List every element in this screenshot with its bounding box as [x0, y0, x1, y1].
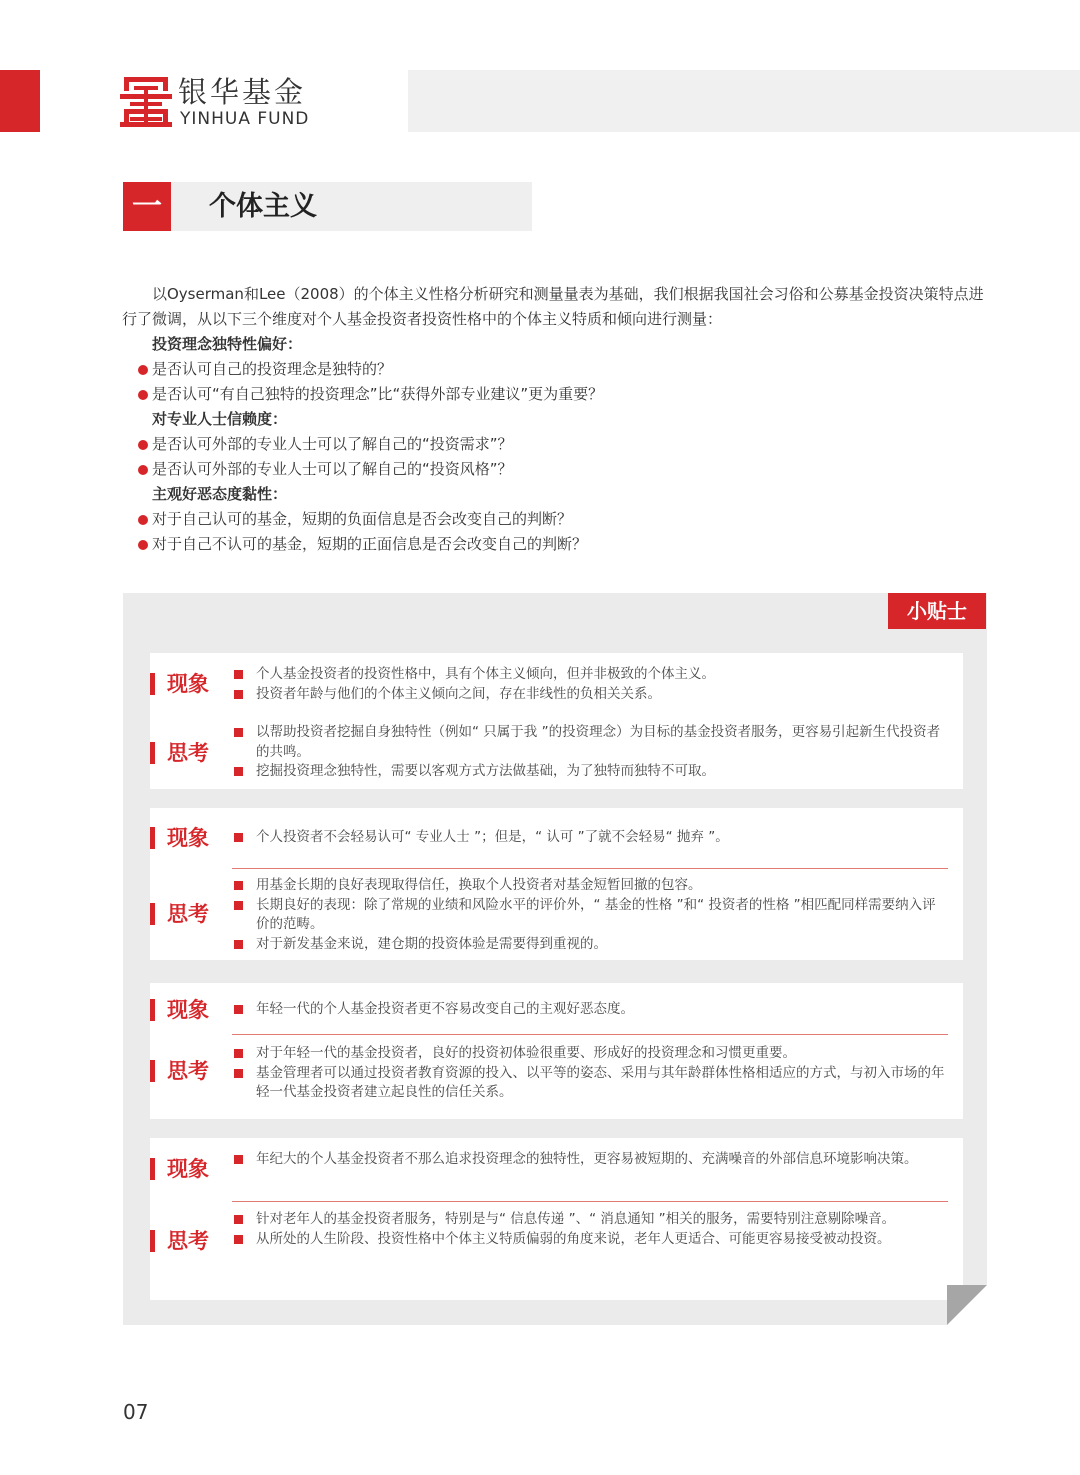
label-marker	[150, 999, 155, 1021]
thinking-label-text: 思考	[167, 1059, 209, 1083]
section-number: 一	[123, 182, 171, 231]
label-marker	[150, 903, 155, 925]
thinking-item: 对于年轻一代的基金投资者，良好的投资初体验很重要、形成好的投资理念和习惯更重要。	[232, 1044, 948, 1064]
tips-panel	[123, 593, 987, 1325]
phenomenon-list	[232, 1150, 948, 1170]
phenomenon-label	[150, 996, 230, 1024]
thinking-label	[150, 739, 230, 767]
phenomenon-row	[150, 983, 963, 1034]
brand-mark-icon	[120, 77, 172, 127]
dimension-bullet: 是否认可“有自己独特的投资理念”比“获得外部专业建议”更为重要？	[122, 382, 992, 407]
phenomenon-row	[150, 653, 963, 711]
phenomenon-list	[232, 828, 948, 848]
label-marker	[150, 742, 155, 764]
thinking-row	[150, 1202, 963, 1300]
label-marker	[150, 1158, 155, 1180]
phenomenon-label	[150, 670, 230, 698]
dimension-bullet: 是否认可外部的专业人士可以了解自己的“投资需求”？	[122, 432, 992, 457]
header-red-bar	[0, 70, 40, 132]
thinking-row	[150, 711, 963, 789]
thinking-list	[232, 876, 948, 954]
brand-name-cn: 银华基金	[178, 75, 307, 109]
phenomenon-item: 年轻一代的个人基金投资者更不容易改变自己的主观好恶态度。	[232, 1000, 948, 1020]
thinking-label-text: 思考	[167, 741, 209, 765]
thinking-item: 长期良好的表现：除了常规的业绩和风险水平的评价外，“ 基金的性格 ”和“ 投资者的性格 ”相匹配同样需要纳入评价的范畴。	[232, 896, 948, 935]
phenomenon-item: 年纪大的个人基金投资者不那么追求投资理念的独特性，更容易被短期的、充满噪音的外部信息环境影响决策。	[232, 1150, 948, 1170]
dimension-bullet: 是否认可外部的专业人士可以了解自己的“投资风格”？	[122, 457, 992, 482]
thinking-label-text: 思考	[167, 902, 209, 926]
thinking-list	[232, 723, 948, 782]
thinking-label-text: 思考	[167, 1229, 209, 1253]
dimension-heading: 对专业人士信赖度：	[152, 410, 288, 428]
thinking-item: 基金管理者可以通过投资者教育资源的投入、以平等的姿态、采用与其年龄群体性格相适应的方式，与初入市场的年轻一代基金投资者建立起良性的信任关系。	[232, 1064, 948, 1103]
page-number: 07	[123, 1400, 149, 1424]
thinking-item: 从所处的人生阶段、投资性格中个体主义特质偏弱的角度来说，老年人更适合、可能更容易接受被动投资。	[232, 1230, 948, 1250]
phenomenon-row	[150, 1138, 963, 1201]
dimension-bullet: 对于自己不认可的基金，短期的正面信息是否会改变自己的判断？	[122, 532, 992, 557]
thinking-row	[150, 869, 963, 960]
section-title: 个体主义	[209, 191, 317, 222]
thinking-label	[150, 1057, 230, 1085]
brand-logo	[120, 75, 340, 131]
thinking-item: 针对老年人的基金投资者服务，特别是与“ 信息传递 ”、“ 消息通知 ”相关的服务，需要特别注意剔除噪音。	[232, 1210, 948, 1230]
phenomenon-label	[150, 824, 230, 852]
thinking-list	[232, 1044, 948, 1103]
phenomenon-label-text: 现象	[167, 826, 209, 850]
phenomenon-item: 投资者年龄与他们的个体主义倾向之间，存在非线性的负相关关系。	[232, 685, 948, 705]
thinking-item: 对于新发基金来说，建仓期的投资体验是需要得到重视的。	[232, 935, 948, 955]
dimension-bullet: 对于自己认可的基金，短期的负面信息是否会改变自己的判断？	[122, 507, 992, 532]
dimension-bullet: 是否认可自己的投资理念是独特的？	[122, 357, 992, 382]
phenomenon-label-text: 现象	[167, 1157, 209, 1181]
phenomenon-item: 个人投资者不会轻易认可“ 专业人士 ”；但是，“ 认可 ”了就不会轻易“ 抛弃 ”。	[232, 828, 948, 848]
tip-card	[150, 983, 963, 1119]
label-marker	[150, 827, 155, 849]
thinking-item: 挖掘投资理念独特性，需要以客观方式方法做基础，为了独特而独特不可取。	[232, 762, 948, 782]
tips-badge: 小贴士	[888, 593, 986, 629]
intro-paragraph: 以Oyserman和Lee（2008）的个体主义性格分析研究和测量量表为基础，我们根据我国社会习俗和公募基金投资决策特点进行了微调，从以下三个维度对个人基金投资者投资性格中的个体主义特质和倾向进行测量：	[122, 285, 984, 328]
tip-card	[150, 653, 963, 789]
thinking-item: 用基金长期的良好表现取得信任，换取个人投资者对基金短暂回撤的包容。	[232, 876, 948, 896]
dimension-heading: 投资理念独特性偏好：	[152, 335, 303, 353]
phenomenon-list	[232, 1000, 948, 1020]
intro-block	[122, 282, 992, 557]
thinking-label	[150, 1227, 230, 1255]
brand-name-en: YINHUA FUND	[180, 109, 310, 129]
tip-card	[150, 1138, 963, 1300]
thinking-item: 以帮助投资者挖掘自身独特性（例如“ 只属于我 ”的投资理念）为目标的基金投资者服务，更容易引起新生代投资者的共鸣。	[232, 723, 948, 762]
phenomenon-row	[150, 808, 963, 868]
phenomenon-label-text: 现象	[167, 998, 209, 1022]
phenomenon-label-text: 现象	[167, 672, 209, 696]
tip-card	[150, 808, 963, 960]
label-marker	[150, 1060, 155, 1082]
header-gray-bar	[408, 70, 1080, 132]
thinking-row	[150, 1035, 963, 1119]
phenomenon-list	[232, 665, 948, 704]
dimension-heading: 主观好恶态度黏性：	[152, 485, 288, 503]
page-fold-corner	[947, 1285, 987, 1325]
label-marker	[150, 673, 155, 695]
phenomenon-item: 个人基金投资者的投资性格中，具有个体主义倾向，但并非极致的个体主义。	[232, 665, 948, 685]
thinking-list	[232, 1210, 948, 1249]
label-marker	[150, 1230, 155, 1252]
thinking-label	[150, 900, 230, 928]
phenomenon-label	[150, 1155, 230, 1183]
